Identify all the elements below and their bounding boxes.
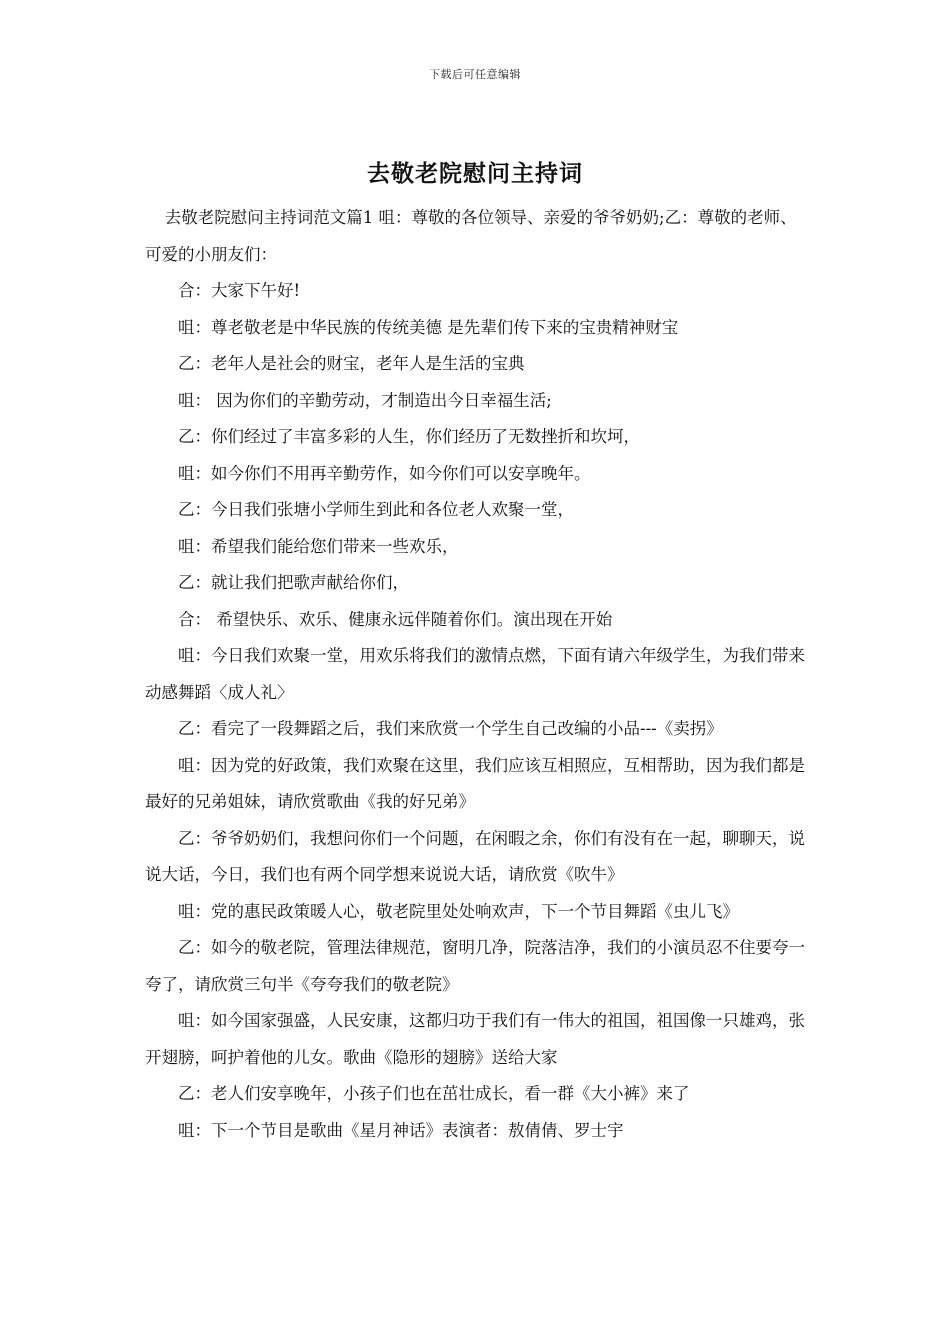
paragraph: 乙：就让我们把歌声献给你们， <box>178 573 409 592</box>
paragraph: 咀：尊老敬老是中华民族的传统美德 是先辈们传下来的宝贵精神财宝 <box>178 317 679 337</box>
paragraph: 乙：如今的敬老院，管理法律规范，窗明几净，院落洁净，我们的小演员忍不住要夸一夸了，请欣赏三句半《夸夸我们的敬老院》 <box>145 938 805 994</box>
paragraph: 咀：如今国家强盛，人民安康，这都归功于我们有一伟大的祖国，祖国像一只雄鸡，张开翅膀，呵护着他的儿女。歌曲《隐形的翅膀》送给大家 <box>145 1011 805 1067</box>
document-body <box>145 200 810 1149</box>
paragraph: 乙：爷爷奶奶们，我想问你们一个问题，在闲暇之余，你们有没有在一起，聊聊天，说说大话，今日，我们也有两个同学想来说说大话，请欣赏《吹牛》 <box>145 828 805 884</box>
paragraph: 咀：因为党的好政策，我们欢聚在这里，我们应该互相照应，互相帮助，因为我们都是最好的兄弟姐妹，请欣赏歌曲《我的好兄弟》 <box>145 755 805 811</box>
document-title: 去敬老院慰问主持词 <box>367 160 583 187</box>
paragraph: 合： 希望快乐、欢乐、健康永远伴随着你们。演出现在开始 <box>178 609 613 629</box>
paragraph: 咀：如今你们不用再辛勤劳作，如今你们可以安享晚年。 <box>178 463 591 483</box>
paragraph: 咀：希望我们能给您们带来一些欢乐， <box>178 536 459 556</box>
paragraph: 乙：今日我们张塘小学师生到此和各位老人欢聚一堂， <box>178 500 574 519</box>
paragraph: 乙：老人们安享晚年，小孩子们也在茁壮成长，看一群《大小裤》来了 <box>178 1084 690 1103</box>
paragraph: 乙：看完了一段舞蹈之后，我们来欣赏一个学生自己改编的小品---《卖拐》 <box>178 719 723 738</box>
paragraph: 乙：老年人是社会的财宝，老年人是生活的宝典 <box>178 354 525 373</box>
paragraph: 合：大家下午好! <box>178 281 301 300</box>
paragraph: 咀：党的惠民政策暖人心，敬老院里处处响欢声，下一个节目舞蹈《虫儿飞》 <box>178 901 739 921</box>
paragraph: 咀： 因为你们的辛勤劳动，才制造出今日幸福生活; <box>178 390 552 410</box>
paragraph: 咀：下一个节目是歌曲《星月神话》表演者：敖倩倩、罗士宇 <box>178 1120 624 1140</box>
paragraph: 去敬老院慰问主持词范文篇1 咀：尊敬的各位领导、亲爱的爷爷奶奶;乙：尊敬的老师、可爱的小朋友们： <box>145 208 797 264</box>
page-header: 下载后可任意编辑 <box>429 68 521 81</box>
paragraph: 咀：今日我们欢聚一堂，用欢乐将我们的激情点燃，下面有请六年级学生，为我们带来动感舞蹈〈成人礼〉 <box>145 646 805 702</box>
paragraph: 乙：你们经过了丰富多彩的人生，你们经历了无数挫折和坎坷， <box>178 427 640 446</box>
